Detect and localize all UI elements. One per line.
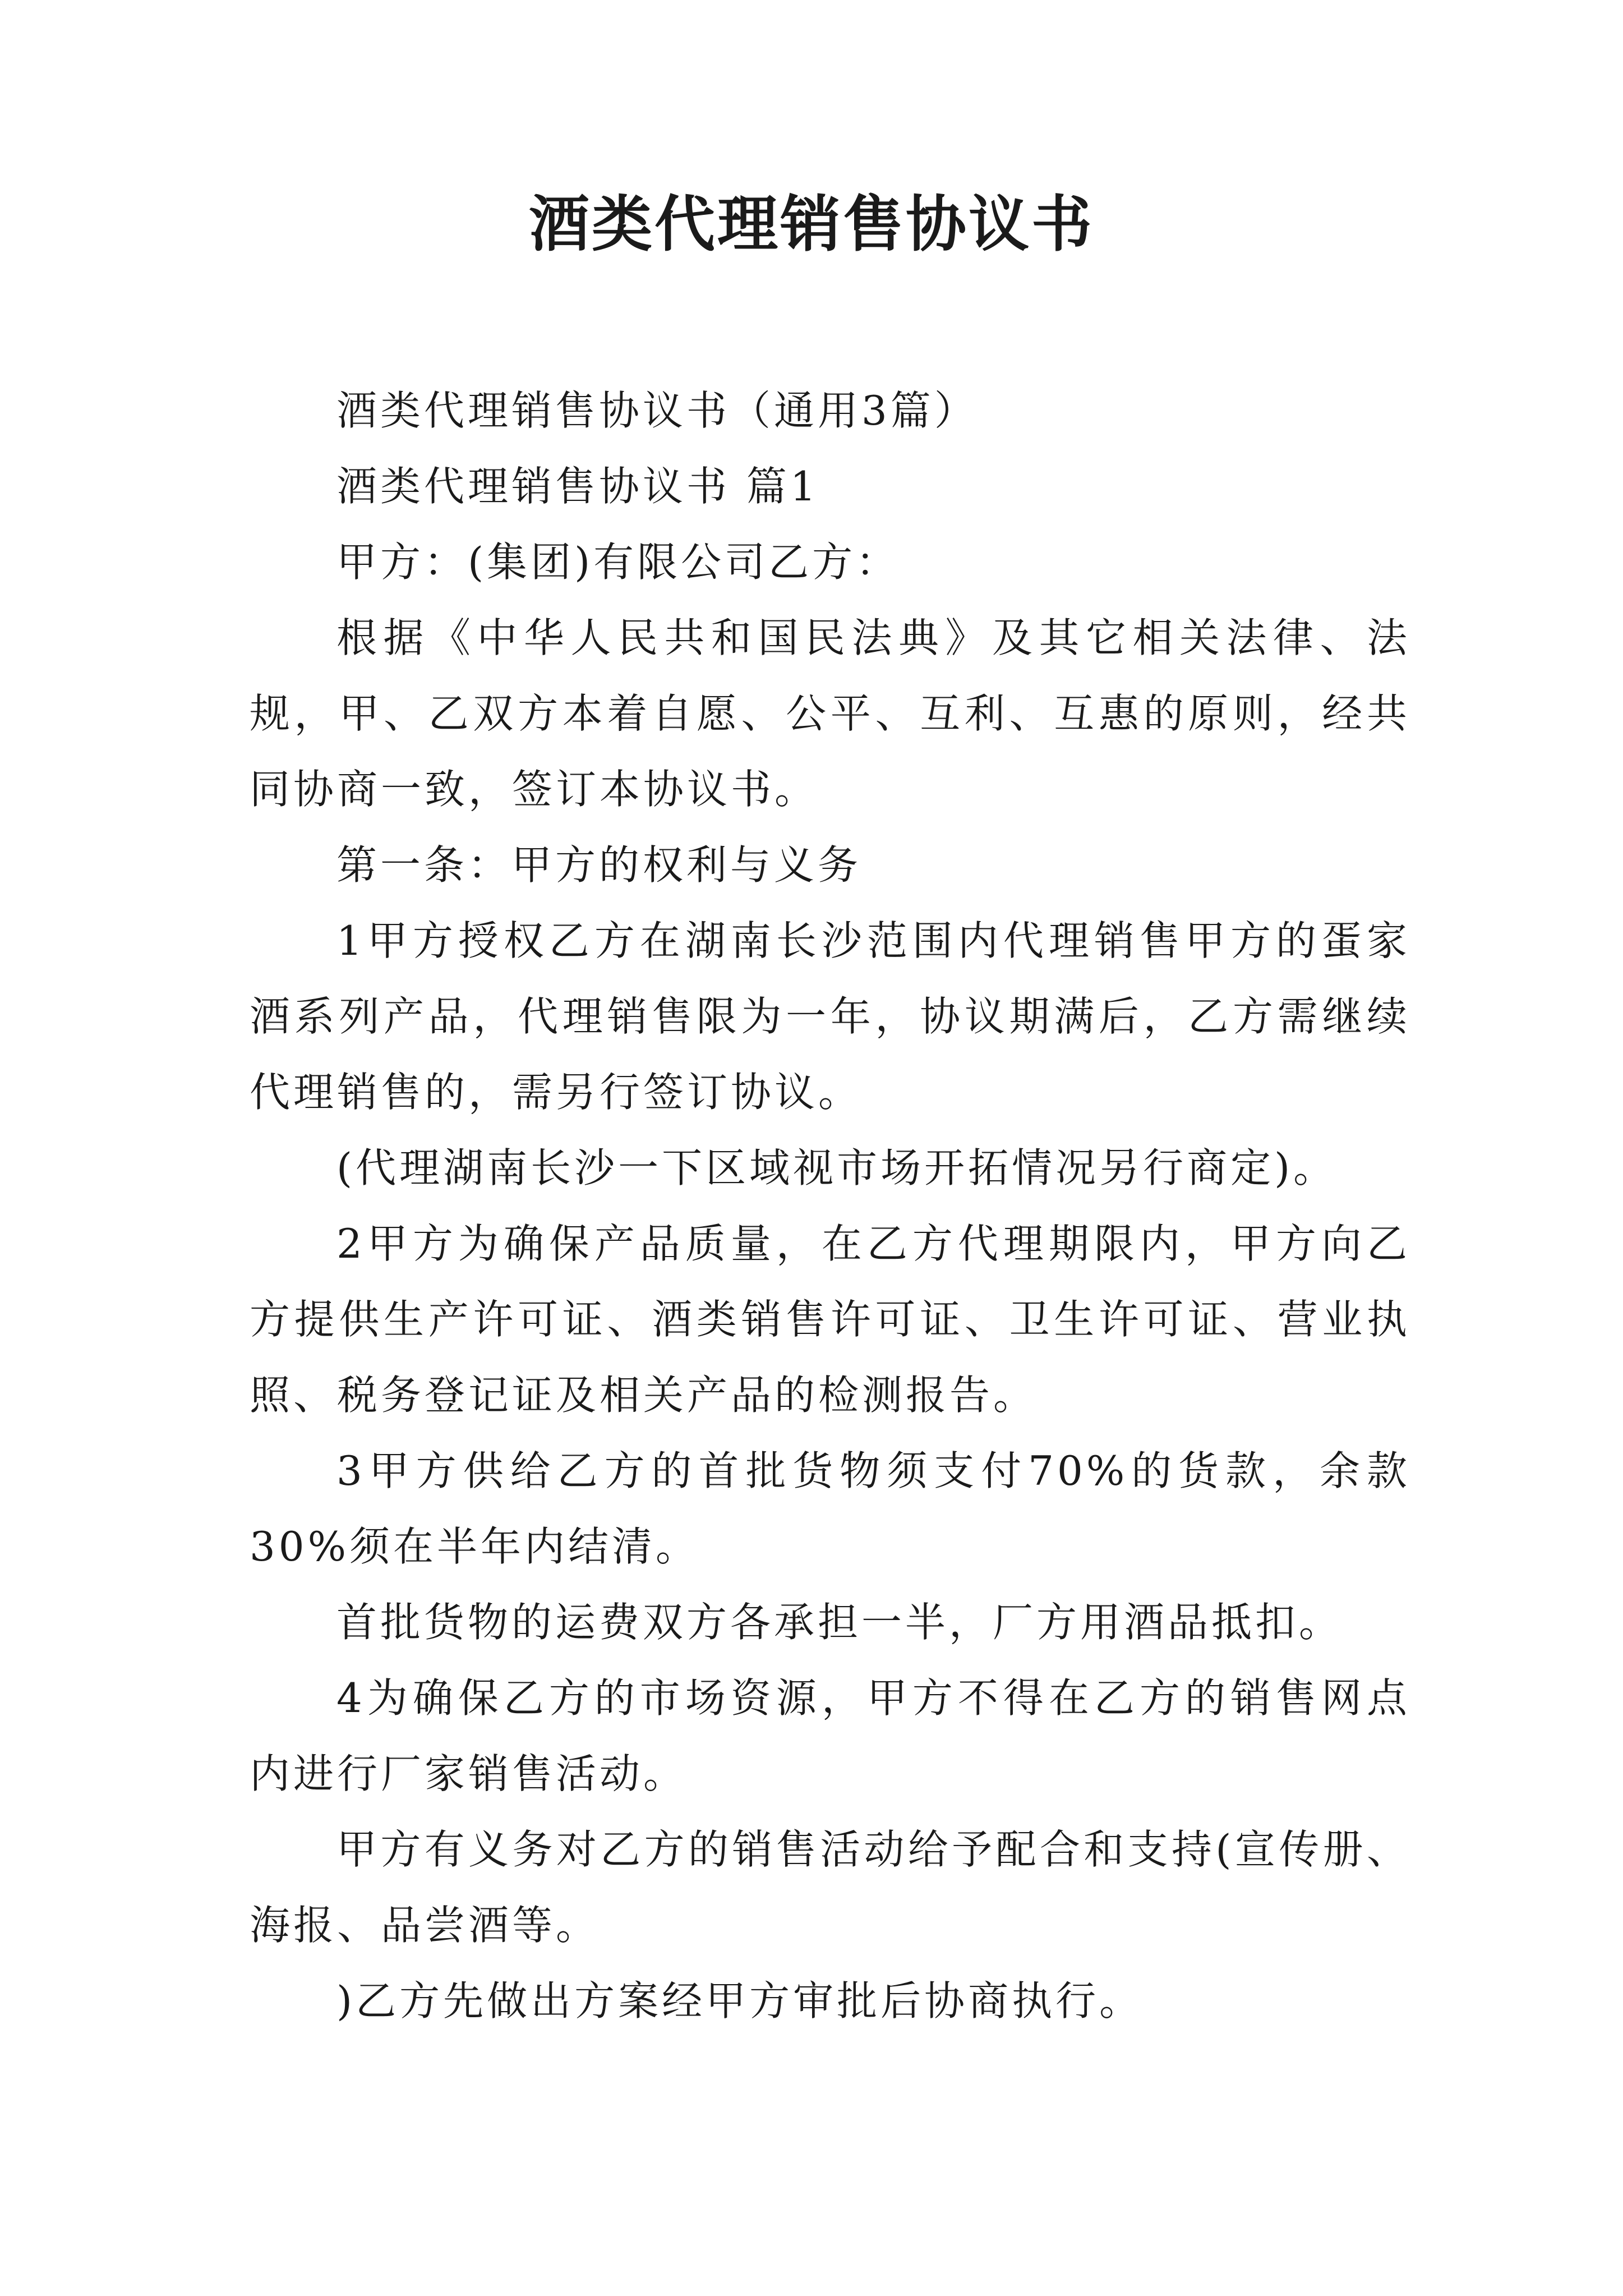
paragraph: )乙方先做出方案经甲方审批后协商执行。 — [336, 1977, 1144, 2024]
paragraph: (代理湖南长沙一下区域视市场开拓情况另行商定)。 — [336, 1144, 1338, 1191]
document-body — [250, 373, 1410, 2039]
paragraph: 甲方：(集团)有限公司乙方： — [336, 539, 900, 586]
paragraph: 根据《中华人民共和国民法典》及其它相关法律、法规，甲、乙双方本着自愿、公平、互利、互惠的原则，经共同协商一致，签订本协议书。 — [250, 614, 1410, 813]
paragraph: 1甲方授权乙方在湖南长沙范围内代理销售甲方的蛋家酒系列产品，代理销售限为一年，协议期满后，乙方需继续代理销售的，需另行签订协议。 — [250, 917, 1410, 1116]
paragraph: 首批货物的运费双方各承担一半，厂方用酒品抵扣。 — [336, 1599, 1343, 1646]
paragraph: 酒类代理销售协议书（通用3篇） — [336, 387, 978, 434]
paragraph: 第一条：甲方的权利与义务 — [336, 841, 862, 889]
paragraph: 2甲方为确保产品质量，在乙方代理期限内，甲方向乙方提供生产许可证、酒类销售许可证、卫生许可证、营业执照、税务登记证及相关产品的检测报告。 — [250, 1220, 1410, 1419]
paragraph: 4为确保乙方的市场资源，甲方不得在乙方的销售网点内进行厂家销售活动。 — [250, 1674, 1410, 1797]
paragraph: 3甲方供给乙方的首批货物须支付70%的货款，余款30%须在半年内结清。 — [250, 1447, 1410, 1570]
paragraph: 甲方有义务对乙方的销售活动给予配合和支持(宣传册、海报、品尝酒等。 — [250, 1826, 1410, 1949]
document-title: 酒类代理销售协议书 — [528, 189, 1094, 260]
paragraph: 酒类代理销售协议书 篇1 — [336, 463, 819, 510]
